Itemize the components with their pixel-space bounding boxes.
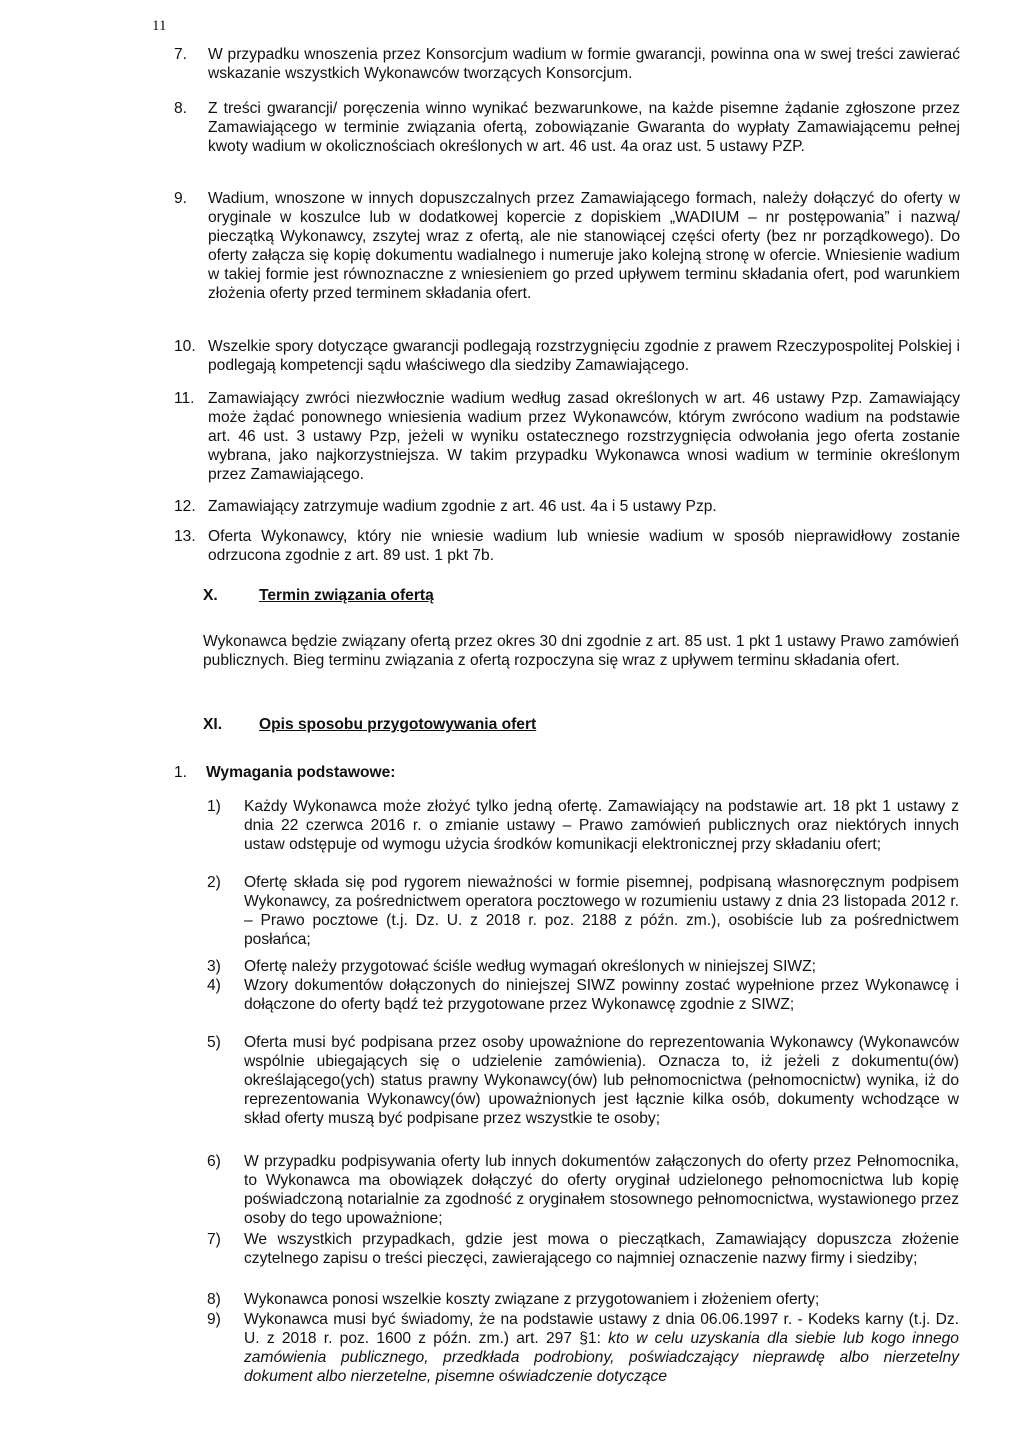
item-text: W przypadku wnoszenia przez Konsorcjum wadium w formie gwarancji, powinna ona w swej treści zawierać wskazanie wszystkich Wykonawców tworzących Konsorcjum. <box>208 46 960 82</box>
item-number: 9) <box>207 1311 221 1328</box>
section-xi-number: XI. <box>203 716 223 733</box>
item-text <box>244 1310 959 1386</box>
item-number: 13. <box>174 528 196 545</box>
section-x-title: Termin związania ofertą <box>259 587 434 604</box>
item-text: Wzory dokumentów dołączonych do niniejszej SIWZ powinny zostać wypełnione przez Wykonawcę i dołączone do oferty bądź też przygotowane przez Wykonawcę zgodnie z SIWZ; <box>244 977 959 1013</box>
item-number: 12. <box>174 498 196 515</box>
item-number: 1) <box>207 798 221 815</box>
item-text: Oferta Wykonawcy, który nie wniesie wadium lub wniesie wadium w sposób nieprawidłowy zostanie odrzucona zgodnie z art. 89 ust. 1 pkt 7b. <box>208 528 960 564</box>
item-text: Oferta musi być podpisana przez osoby upoważnione do reprezentowania Wykonawcy (Wykonawców wspólnie ubiegających się o udzielenie zamówienia). Oznacza to, iż jeżeli z dokumentu(ów) określającego(ych) status prawny Wykonawcy(ów) lub pełnomocnictwa (pełnomocnictw) wynika, iż do reprezentowania Wykonawcy(ów) upoważnionych jest łącznie kilka osób, dokumenty wchodzące w skład oferty muszą być podpisane przez wszystkie te osoby; <box>244 1034 959 1127</box>
subsection-title: Wymagania podstawowe: <box>206 764 396 781</box>
item-number: 5) <box>207 1034 221 1051</box>
item-number: 8. <box>174 100 188 117</box>
item-number: 7. <box>174 46 188 63</box>
item-text-italic: kto w celu uzyskania dla siebie lub kogo innego zamówienia publicznego, przedkłada podrobiony, poświadczający nieprawdę albo nierzetelny dokument albo nierzetelne, pisemne oświadczenie dotyczące <box>244 1330 959 1385</box>
item-number: 4) <box>207 977 221 994</box>
item-text: Wykonawca ponosi wszelkie koszty związane z przygotowaniem i złożeniem oferty; <box>244 1291 820 1308</box>
item-text: Każdy Wykonawca może złożyć tylko jedną ofertę. Zamawiający na podstawie art. 18 pkt 1 ustawy z dnia 22 czerwca 2016 r. o zmianie ustawy – Prawo zamówień publicznych oraz niektórych innych ustaw odstępuje od wymogu użycia środków komunikacji elektronicznej przy składaniu ofert; <box>244 798 959 853</box>
item-number: 8) <box>207 1291 221 1308</box>
item-text-plain: Wykonawca musi być świadomy, że na podstawie ustawy z dnia 06.06.1997 r. - Kodeks karny (t.j. Dz. U. z 2018 r. poz. 1600 z późn. zm.) art. 297 §1: <box>244 1311 959 1347</box>
item-text: Z treści gwarancji/ poręczenia winno wynikać bezwarunkowe, na każde pisemne żądanie zgłoszone przez Zamawiającego w terminie związania ofertą, zobowiązanie Gwaranta do wypłaty Zamawiającemu pełnej kwoty wadium w okolicznościach określonych w art. 46 ust. 4a oraz ust. 5 ustawy PZP. <box>208 100 960 155</box>
item-number: 3) <box>207 958 221 975</box>
section-xi-title: Opis sposobu przygotowywania ofert <box>259 716 537 733</box>
item-text: We wszystkich przypadkach, gdzie jest mowa o pieczątkach, Zamawiający dopuszcza złożenie czytelnego zapisu o treści pieczęci, zawierającego co najmniej oznaczenie nazwy firmy i siedziby; <box>244 1231 959 1267</box>
item-text: Wszelkie spory dotyczące gwarancji podlegają rozstrzygnięciu zgodnie z prawem Rzeczypospolitej Polskiej i podlegają kompetencji sądu właściwego dla siedziby Zamawiającego. <box>208 338 960 374</box>
item-number: 6) <box>207 1153 221 1170</box>
section-x-number: X. <box>203 587 218 604</box>
item-text: Ofertę składa się pod rygorem nieważności w formie pisemnej, podpisaną własnoręcznym podpisem Wykonawcy, za pośrednictwem operatora pocztowego w rozumieniu ustawy z dnia 23 listopada 2012 r. – Prawo pocztowe (t.j. Dz. U. z 2018 r. poz. 2188 z późn. zm.), osobiście lub za pośrednictwem posłańca; <box>244 874 959 948</box>
page-number: 11 <box>152 18 167 34</box>
subsection-number: 1. <box>174 764 188 781</box>
item-text: W przypadku podpisywania oferty lub innych dokumentów załączonych do oferty przez Pełnomocnika, to Wykonawca ma obowiązek dołączyć do oferty oryginał udzielonego pełnomocnictwa lub kopię poświadczoną notarialnie za zgodność z oryginałem stosownego pełnomocnictwa, wystawionego przez osoby do tego upoważnione; <box>244 1153 959 1227</box>
section-x-body: Wykonawca będzie związany ofertą przez okres 30 dni zgodnie z art. 85 ust. 1 pkt 1 ustawy Prawo zamówień publicznych. Bieg terminu związania z ofertą rozpoczyna się wraz z upływem terminu składania ofert. <box>203 633 959 669</box>
item-number: 11. <box>174 390 195 407</box>
item-text: Ofertę należy przygotować ściśle według wymagań określonych w niniejszej SIWZ; <box>244 958 817 975</box>
item-text: Wadium, wnoszone w innych dopuszczalnych przez Zamawiającego formach, należy dołączyć do oferty w oryginale w koszulce lub w dodatkowej kopercie z dopiskiem „WADIUM – nr postępowania” i nazwą/ pieczątką Wykonawcy, zszytej wraz z ofertą, ale nie stanowiącej części oferty (bez nr porządkowego). Do oferty załącza się kopię dokumentu wadialnego i numeruje jako kolejną stronę w ofercie. Wniesienie wadium w takiej formie jest równoznaczne z wniesieniem go przed upływem terminu składania ofert, pod warunkiem złożenia oferty przed terminem składania ofert. <box>208 190 960 302</box>
item-text: Zamawiający zwróci niezwłocznie wadium według zasad określonych w art. 46 ustawy Pzp. Zamawiający może żądać ponownego wniesienia wadium przez Wykonawców, którym zwrócono wadium na podstawie art. 46 ust. 3 ustawy Pzp, jeżeli w wyniku ostatecznego rozstrzygnięcia odwołania jego oferta zostanie wybrana, jako najkorzystniejsza. W takim przypadku Wykonawca wnosi wadium w terminie określonym przez Zamawiającego. <box>208 390 960 483</box>
item-number: 9. <box>174 190 188 207</box>
item-number: 10. <box>174 338 196 355</box>
item-number: 2) <box>207 874 221 891</box>
item-text: Zamawiający zatrzymuje wadium zgodnie z art. 46 ust. 4a i 5 ustawy Pzp. <box>208 498 717 515</box>
item-number: 7) <box>207 1231 221 1248</box>
